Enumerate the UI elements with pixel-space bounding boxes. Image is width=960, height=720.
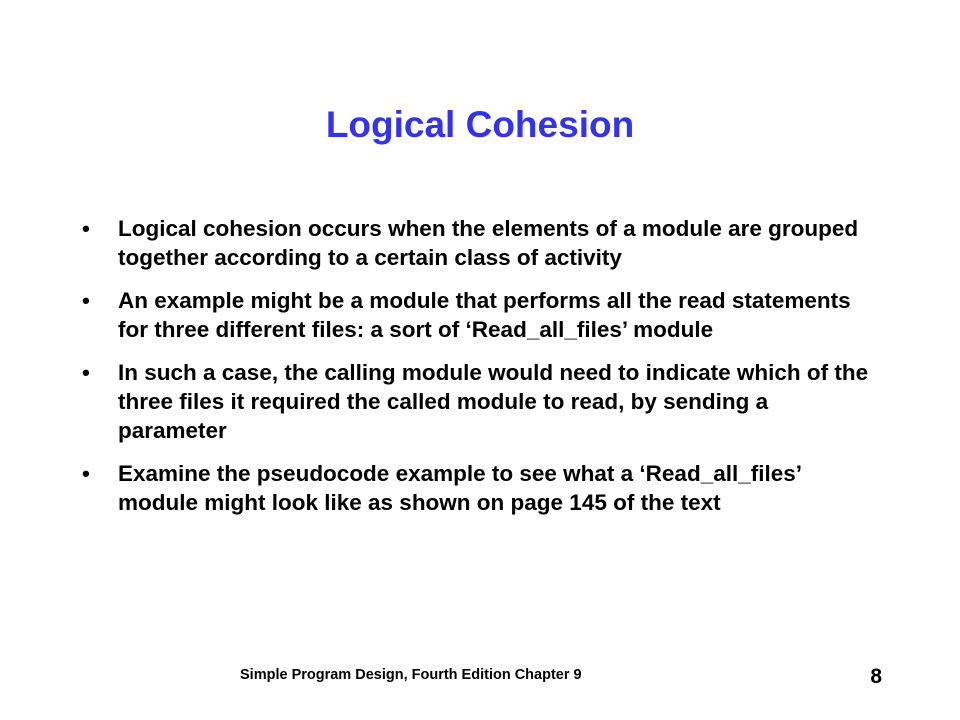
bullet-item [82,358,882,445]
bullet-item [82,286,882,344]
bullet-text: An example might be a module that performs all the read statements for three different files: a sort of ‘Read_all_files’ module [118,288,851,342]
bullet-text: Logical cohesion occurs when the elements of a module are grouped together according to a certain class of activity [118,216,859,270]
bullet-item [82,459,882,517]
bullet-marker: • [82,461,90,486]
bullet-marker: • [82,216,90,241]
bullet-text: Examine the pseudocode example to see what a ‘Read_all_files’ module might look like as shown on page 145 of the text [118,461,801,515]
bullet-text: In such a case, the calling module would need to indicate which of the three files it required the called module to read, by sending a parameter [118,360,869,443]
bullet-item [82,214,882,272]
footer-text: Simple Program Design, Fourth Edition Chapter 9 [240,667,582,683]
slide-title: Logical Cohesion [325,104,635,145]
bullet-marker: • [82,288,90,313]
page-number: 8 [870,665,882,688]
slide-footer [0,663,960,687]
bullet-marker: • [82,360,90,385]
bullet-list [82,214,882,531]
